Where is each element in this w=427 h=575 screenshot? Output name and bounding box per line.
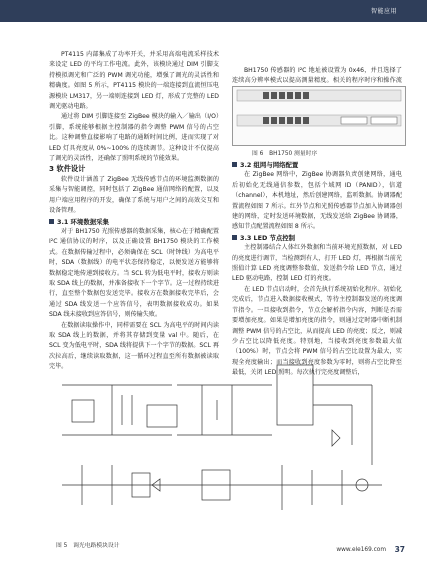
page-number: 37 bbox=[394, 545, 405, 554]
heading-marker-icon bbox=[49, 219, 54, 224]
circuit-schematic bbox=[52, 345, 406, 533]
header-bar bbox=[0, 0, 427, 22]
circuit-schematic-svg bbox=[52, 345, 406, 533]
paragraph: 主控制器结合人体红外数据和当前环境光照数据，对 LED 的亮度进行调节，当检测到有人，打开 LED 灯，再根据当前光照值计算 LED 亮度调整参数值，发送指令给 LED 节点，通过 LED 驱动电路，控制 LED 灯的亮度。 bbox=[232, 244, 402, 283]
paragraph: 在数据读取操作中，同样需要在 SCL 为高电平的时间内读取 SDA 线上的数据，并将其存储到变量 val 中。随后，在 SCL 变为低电平时，SDA 线将提供下一个字节的数据。SCL 再次拉高后，继续读取数据，这一循环过程直至所有数据被读取完毕。 bbox=[49, 321, 219, 371]
left-column bbox=[49, 50, 219, 373]
paragraph: 在 LED 节点启动时，会首先执行系统初始化程序。初始化完成后，节点进入数据接收模式，等待主控制器发送的亮度调节指令。一旦接收到指令，节点会解析指令内容，判断是否需要增加亮度。如果是增加亮度的指令，则通过定时器中断机制调整 PWM 信号的占空比，从而提高 LED 的亮度；反之，则减少占空比以降低亮度。特别地，当接收到亮度参数最大值（100%）时，节点会将 PWM 信号的占空比设置为最大，实现全亮度输出；而当接收到亮度参数为零时，则将占空比降至最低，关闭 LED 照明。每次执行完亮度调整后， bbox=[232, 285, 402, 377]
footer-url: www.ele169.com bbox=[336, 547, 386, 553]
paragraph: PT4115 内部集成了功率开关，并采用高端电流采样技术来设定 LED 的平均工作电流。此外，该模块通过 DIM 引脚支持模拟调光和广泛的 PWM 调光功能，增强了调光的灵活性和精确度。如图 5 所示，PT4115 模块的一端连接到直流恒压电源模块 LM317，另一端则连接到 LED 灯，形成了完整的 LED 调光驱动电路。 bbox=[49, 51, 219, 111]
subsection-heading: 3.3 LED 节点控制 bbox=[232, 233, 402, 243]
paragraph: 通过将 DIM 引脚连接至 ZigBee 模块的输入／输出（I/O）引脚，系统能够根据主控制器的指令调整 PWM 信号的占空比。这种调整直接影响了电路的通断时间比例，进而实现了对 LED 灯具亮度从 0%~100% 的连续调节。这种设计不仅提高了调光的灵活性，还确保了照明系统的节能效果。 bbox=[49, 113, 219, 163]
paragraph: 在 ZigBee 网络中，ZigBee 协调器负责创建网络，通电后初始化无线通信参数，包括个域网 ID（PANID），信道（channel），本机地址，然后创建网络，监听数据。协调器配置流程如图 7 所示。红外节点和光照传感器节点加入协调器创建的网络，定时发送环境数据，无线发送给 ZigBee 协调器，感知节点配置流程如图 8 所示。 bbox=[232, 171, 402, 231]
figure-caption: 图 6 BH1750 测量时序 bbox=[252, 151, 318, 157]
paragraph: 软件设计涵盖了 ZigBee 无线传感节点的环境监测数据的采集与智能调控，同时包括了 ZigBee 通信网络的配置，以及用户端应用程序的开发，确保了系统与用户之间的高效交互和设备管理。 bbox=[49, 175, 219, 215]
heading-marker-icon bbox=[232, 235, 237, 240]
timing-diagram-svg bbox=[233, 87, 405, 145]
heading-marker-icon bbox=[232, 162, 237, 167]
subsection-heading: 3.2 组网与网络配置 bbox=[232, 160, 402, 170]
figure-caption: 图 5 调光电路模块设计 bbox=[56, 543, 120, 549]
paragraph: 对于 BH1750 光照传感器的数据采集，核心在于精确配置 I²C 通信协议的时序，以及正确设置 BH1750 模块的工作模式。在数据传输过程中，必须确保在 SCL（时钟线）为高电平时，SDA（数据线）的电平状态保持稳定，以便发送方能够将数据稳定地传递到接收方。当 SCL 转为低电平时，接收方则读取 SDA 线上的数据，并准备接收下一个字节。这一过程持续进行，直至整个数据包发送完毕。接收方在数据接收完毕后，会通过 SDA 线发送一个应答信号，表明数据接收成功。如果 SDA 线未接收到应答信号，则传输失败。 bbox=[49, 227, 219, 319]
paragraph: BH1750 传感器的 I²C 地址被设置为 0x46，并且选择了连续高分辨率模式以提高测量精度。相关的程序时序和操作流 bbox=[232, 67, 402, 85]
page-footer bbox=[0, 545, 427, 557]
subsection-heading: 3.1 环境数据采集 bbox=[49, 217, 219, 227]
timing-diagram bbox=[232, 86, 406, 146]
section-label: 智能应用 bbox=[370, 8, 397, 15]
section-heading: 3 软件设计 bbox=[49, 164, 86, 174]
